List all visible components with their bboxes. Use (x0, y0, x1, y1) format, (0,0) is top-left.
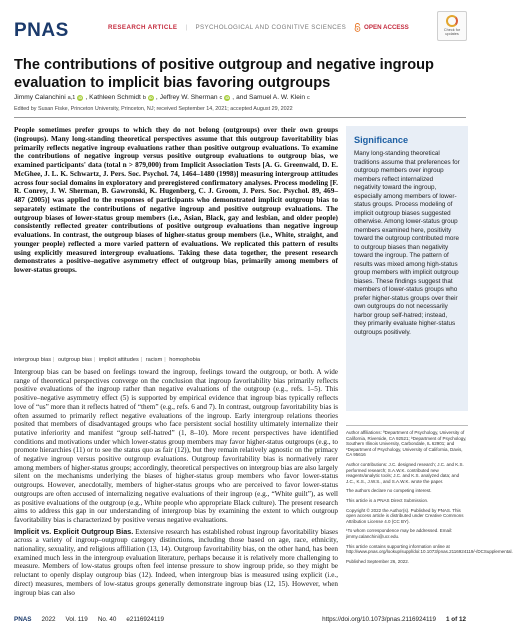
article-body (14, 368, 338, 600)
check-updates-icon (446, 15, 458, 27)
footer-volume: Vol. 119 (65, 616, 88, 623)
keyword[interactable]: intergroup bias (14, 357, 52, 363)
pnas-logo[interactable]: PNAS (14, 20, 69, 41)
author-list: Jimmy Calanchini a,1 iD , Kathleen Schmidt b iD , Jeffrey W. Sherman c iD , and Samuel A. W. Klein c (14, 94, 310, 101)
open-access-label: OPEN ACCESS (364, 24, 409, 31)
notes-divider (346, 425, 468, 426)
open-lock-icon (354, 23, 361, 32)
supporting-info-link[interactable]: This article contains supporting information online at http://www.pnas.org/lookup/suppl/doi:10.1073/pnas.2116924119/-/DCSupplemental. (346, 543, 513, 555)
significance-text: Many long-standing theoretical traditions assume that preferences for outgroup members over ingroup members reflect internalized negativity toward the ingroup, especially among members of lower-status groups. Process modeling of implicit outgroup biases suggested otherwise. Among lower-status group members examined here, positivity toward the outgroup contributed more to outgroup biases than negativity toward the ingroup. The pattern of results was mixed among high-status group members with implicit outgroup biases. These findings suggest that members of lower-status groups who prefer higher-status groups over their own outgroups do not necessarily harbor group self-hatred; instead, they primarily evaluate higher-status outgroups positively. (354, 150, 460, 336)
copyright-notice[interactable]: Copyright © 2022 the Author(s). Published by PNAS. This open access article is distributed under Creative Commons Attribution License 4.0 (CC BY). (346, 507, 464, 524)
section-divider: | (185, 24, 188, 31)
author-contributions: Author contributions: J.C. designed research; J.C. and K.S. performed research; S.A.W.K. contributed new reagents/analytic tools; J.C. and K.S. analyzed data; and J.C., K.S., J.W.S., and S.A.W.K. wrote the paper. (346, 461, 464, 484)
article-sections (108, 24, 346, 31)
author-name[interactable]: Kathleen Schmidt (89, 94, 141, 101)
page-footer (14, 616, 466, 623)
masthead (0, 0, 480, 44)
section-psych-cognitive[interactable]: PSYCHOLOGICAL AND COGNITIVE SCIENCES (195, 24, 347, 31)
keyword-list: intergroup bias | outgroup bias | implicit attitudes | racism | homophobia (14, 357, 201, 363)
footer-issue: No. 40 (97, 616, 117, 623)
body-paragraph (14, 528, 338, 598)
author-affiliation-mark: c (219, 94, 223, 101)
footer-article-id: e2116924119 (126, 616, 164, 623)
competing-interest: The authors declare no competing interest. (346, 488, 432, 494)
open-access-badge[interactable] (354, 23, 409, 32)
footer-journal: PNAS (14, 616, 32, 623)
check-updates-label: Check for updates (443, 28, 461, 37)
correspondence-note[interactable]: ¹To whom correspondence may be addressed. Email: jimmy.calanchini@ucr.edu. (346, 528, 453, 539)
orcid-icon[interactable]: iD (78, 95, 83, 100)
keyword[interactable]: racism (145, 357, 163, 363)
abstract: People sometimes prefer groups to which they do not belong (outgroups) over their own groups (ingroups). Many long-standing theoretical perspectives assume that this outgroup favoritability bias primarily reflects negative ingroup evaluations rather than positive outgroup evaluations. To examine the contributions of negative ingroup versus positive outgroup evaluations to outgroup bias, we examined participants' data (total n > 879,000) from Implicit Association Tests [A. G. Greenwald, D. E. McGhee, J. L. K. Schwartz, J. Pers. Soc. Psychol. 74, 1464–1480 (1998)] measuring intergroup attitudes across four social domains in exploratory and preregistered confirmatory analyses. Process modeling [F. R. Conrey, J. W. Sherman, B. Gawronski, K. Hugenberg, C. J. Groom, J. Pers. Soc. Psychol. 89, 469–487 (2005)] was applied to the responses of participants who demonstrated implicit outgroup bias to separately estimate the contributions of negative ingroup and positive outgroup evaluations. The outgroup biases of lower-status group members (i.e., Asian, Black, gay and lesbian, and older people) consistently reflected greater contributions of positive outgroup evaluations than negative ingroup evaluations. In contrast, the outgroup biases of higher-status group members (i.e., White, straight, and younger people) reflected a more varied pattern of evaluations. We replicated this pattern of results using explicitly measured intergroup evaluations. Taking these data together, the present research demonstrates a positive–negative asymmetry effect of outgroup bias, primarily among members of lower-status groups. (14, 125, 338, 274)
author-affiliation-mark: b (142, 94, 146, 101)
author-name[interactable]: and Samuel A. W. Klein (236, 94, 306, 101)
author-affiliation-mark: a,1 (67, 94, 76, 101)
intro-paragraph: Intergroup bias can be based on feelings toward the ingroup, feelings toward the outgroup, or both. A wide range of theoretical perspectives converge on the conclusion that ingroup favoritability bias primarily reflects positive evaluations of the ingroup rather than negative evaluations of the outgroup (e.g., refs. 1–5). This positive–negative asymmetry effect (5) is supported by empirical evidence that ingroup bias typically reflects love of “us” more than it reflects hatred of “them” (e.g., refs. 6 and 7). In contrast, outgroup favoritability bias is often assumed to primarily reflect negative evaluations of the ingroup. Early intergroup relations theories posited that members of disadvantaged groups who face persistent social hostility ultimately internalize their putative inferiority and manifest “group self-hatred” (1, 8–10). More recent perspectives have identified conditions and motivations under which lower-status group members may favor higher-status outgroups (e.g., to promote hierarchies (11) or to see the status quo as fair (12)), but they remain relatively agnostic on the primacy of negative ingroup versus positive outgroup evaluations. Outgroup favoritability bias is normatively rarer among members of higher-status groups; accordingly, theoretical perspectives on intergroup bias are also largely silent on the mechanisms underlying the biases of higher-status group members who favor lower-status outgroups. However, anecdotally, members of higher-status groups who are perceived to favor lower-status outgroups are often accused of internalizing negative evaluations of their ingroup (e.g., “White guilt”), as well as positive evaluations of the outgroup (e.g., White people who appropriate Black culture). The present research aims to address this gap in our understanding of intergroup bias by examining the extent to which outgroup favoritability bias is characterized by positive versus negative evaluations. (14, 368, 338, 524)
section-research-article[interactable]: RESEARCH ARTICLE (108, 24, 178, 31)
orcid-icon[interactable]: iD (149, 95, 153, 100)
article-notes (346, 425, 513, 568)
header-divider (14, 117, 466, 118)
keyword[interactable]: homophobia (169, 357, 201, 363)
author-name[interactable]: Jimmy Calanchini (14, 94, 66, 101)
direct-submission-note: This article is a PNAS Direct Submission. (346, 497, 429, 503)
significance-heading: Significance (354, 135, 409, 145)
paragraph-text: Extensive research has established robust ingroup favoritability biases across a variety of ingroup–outgroup category distinctions, including those based on age, race, ethnicity, nationality, sexuality, and religious affiliation (13, 14). Outgroup favoritability bias, on the other hand, has been examined much less in the intergroup evaluation literature, perhaps because it is relatively more challenging to measure. Members of low-status groups often feel intense pressure to show ingroup pride, so they might be reluctant to openly display outgroup bias (12). Indeed, when intergroup bias is measured using explicit (i.e., direct) measures, members of low-status groups generally demonstrate ingroup bias (12, 15). However, when ingroup bias can also (14, 527, 339, 597)
check-for-updates-button[interactable] (437, 11, 467, 41)
author-name[interactable]: Jeffrey W. Sherman (159, 94, 218, 101)
editorial-history: Edited by Susan Fiske, Princeton University, Princeton, NJ; received September 14, 2021; accepted August 29, 2022 (14, 106, 293, 112)
keyword[interactable]: implicit attitudes (98, 357, 139, 363)
orcid-icon[interactable]: iD (225, 95, 230, 100)
article-title: The contributions of positive outgroup and negative ingroup evaluation to implicit bias favoring outgroups (14, 57, 434, 91)
author-affiliation-mark: c (307, 94, 310, 101)
author-affiliations: Author affiliations: ªDepartment of Psychology, University of California, Riverside, CA 92521; ᵇDepartment of Psychology, Southern Illinois University, Carbondale, IL 62901; and ᶜDepartment of Psychology, University of California, Davis, CA 95616 (346, 430, 467, 458)
publication-date: Published September 26, 2022. (346, 558, 410, 564)
keyword[interactable]: outgroup bias (58, 357, 92, 363)
footer-page-number: 1 of 12 (446, 616, 466, 623)
significance-box (346, 126, 468, 411)
footer-doi-link[interactable]: https://doi.org/10.1073/pnas.2116924119 (322, 616, 437, 623)
footer-year: 2022 (41, 616, 56, 623)
section-subheading: Implicit vs. Explicit Outgroup Bias. (14, 526, 134, 536)
